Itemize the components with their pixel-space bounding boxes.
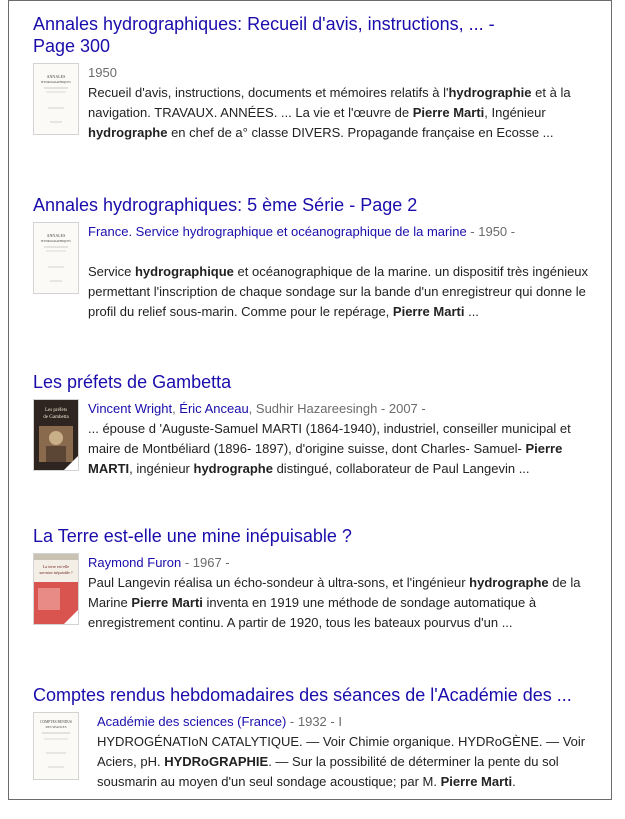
snippet-highlight: hydrographe [88, 125, 168, 140]
snippet-text: . — Sur la possibilité de déterminer la pente du sol sousmarin au moyen d'un seul sondage acoustique; par M. [97, 754, 559, 789]
result-item [33, 684, 603, 792]
result-snippet [97, 732, 603, 792]
snippet-text: distingué, collaborateur de Paul Langevin ... [272, 461, 530, 476]
book-cover-thumbnail[interactable] [33, 399, 79, 471]
cover-text: HYDROGRAPHIQUES [41, 239, 71, 243]
result-snippet [88, 419, 603, 479]
result-title-link[interactable]: Comptes rendus hebdomadaires des séances de l'Académie des ... [33, 685, 572, 705]
snippet-text: ... épouse d 'Auguste-Samuel MARTI (1864-1940), industriel, conseiller municipal et maire de Montbéliard (1896- 1897), d'origine suisse, dont Charles- Samuel- [88, 421, 571, 456]
result-author-link[interactable]: Vincent Wright [88, 401, 173, 416]
book-cover-thumbnail[interactable] [33, 63, 79, 135]
cover-text: ANNALES [46, 233, 66, 238]
cover-text: HYDROGRAPHIQUES [41, 80, 71, 84]
snippet-highlight: hydrographe [469, 575, 549, 590]
snippet-text: et océanographique de la marine. un dispositif très ingénieux permettant l'inscription de chaque sondage sur la bande d'un enregistreur qui donne le profil du relief sous-marin. Comme pour le repérage, [88, 264, 589, 319]
snippet-text: Service [88, 264, 135, 279]
snippet-highlight: Pierre Marti [131, 595, 203, 610]
cover-text: DES SÉANCES [45, 725, 67, 729]
snippet-text: inventa en 1919 une méthode de sondage automatique à enregistrement continu. A partir de 1920, tous les bateaux pourvus d'un ... [88, 595, 537, 630]
snippet-highlight: Pierre Marti [392, 304, 465, 319]
snippet-highlight: hydrographique [134, 264, 234, 279]
result-title-line2: Page 300 [33, 36, 111, 56]
result-item [33, 525, 603, 633]
result-meta-rest: , Sudhir Hazareesingh - 2007 - [248, 401, 426, 416]
result-author-link[interactable]: Éric Anceau [179, 401, 249, 416]
book-cover-thumbnail[interactable] [33, 712, 79, 780]
snippet-highlight: Pierre Marti [412, 105, 485, 120]
snippet-text: en chef de a° classe DIVERS. Propagande française en Ecosse ... [167, 125, 554, 140]
snippet-text: de la Marine [88, 575, 581, 610]
result-year: - 1932 - I [286, 714, 342, 729]
result-title-line1: Annales hydrographiques: Recueil d'avis, instructions, ... - [33, 14, 495, 34]
author-separator: , [172, 401, 180, 416]
result-snippet [88, 262, 603, 322]
result-title-link[interactable] [33, 13, 603, 57]
snippet-highlight: HYDRoGRAPHIE [164, 754, 269, 769]
snippet-highlight: hydrographie [448, 85, 532, 100]
snippet-text: Recueil d'avis, instructions, documents et mémoires relatifs à l' [88, 85, 449, 100]
cover-text: une mine inépuisable ? [39, 571, 73, 575]
cover-text: Les préfets [44, 408, 68, 413]
result-snippet [88, 83, 603, 143]
result-author-link[interactable]: France. Service hydrographique et océanographique de la marine [88, 224, 467, 239]
snippet-highlight: Pierre MARTI [88, 441, 563, 476]
result-item [33, 194, 603, 322]
result-snippet [88, 573, 603, 633]
result-year: - 1950 - [466, 224, 516, 239]
snippet-text: ... [464, 304, 479, 319]
result-year: 1950 [88, 65, 117, 80]
cover-text: COMPTES RENDUS [40, 720, 72, 724]
result-author-link[interactable]: Raymond Furon [88, 555, 182, 570]
result-title-link[interactable]: La Terre est-elle une mine inépuisable ? [33, 526, 352, 546]
cover-text: La terre est-elle [42, 564, 70, 569]
book-cover-thumbnail[interactable] [33, 553, 79, 625]
book-cover-thumbnail[interactable] [33, 222, 79, 294]
result-title-link[interactable]: Annales hydrographiques: 5 ème Série - Page 2 [33, 195, 418, 215]
snippet-highlight: hydrographe [193, 461, 273, 476]
snippet-highlight: Pierre Marti [440, 774, 513, 789]
snippet-text: . [512, 774, 516, 789]
result-year: - 1967 - [181, 555, 230, 570]
cover-text: de Gambetta [43, 415, 69, 420]
result-author-link[interactable]: Académie des sciences (France) [97, 714, 287, 729]
snippet-text: Paul Langevin réalisa un écho-sondeur à ultra-sons, et l'ingénieur [88, 575, 470, 590]
snippet-text: , ingénieur [129, 461, 194, 476]
result-item [33, 13, 603, 143]
snippet-text: HYDROGÉNATIoN CATALYTIQUE. — Voir Chimie organique. HYDRoGÈNE. — Voir Aciers, pH. [97, 734, 586, 769]
cover-text: ANNALES [46, 74, 66, 79]
snippet-text: et à la navigation. TRAVAUX. ANNÉES. ... La vie et l'œuvre de [88, 85, 571, 120]
snippet-text: , Ingénieur [484, 105, 546, 120]
result-item [33, 371, 603, 479]
search-results-panel [8, 0, 612, 800]
result-title-link[interactable]: Les préfets de Gambetta [33, 372, 232, 392]
